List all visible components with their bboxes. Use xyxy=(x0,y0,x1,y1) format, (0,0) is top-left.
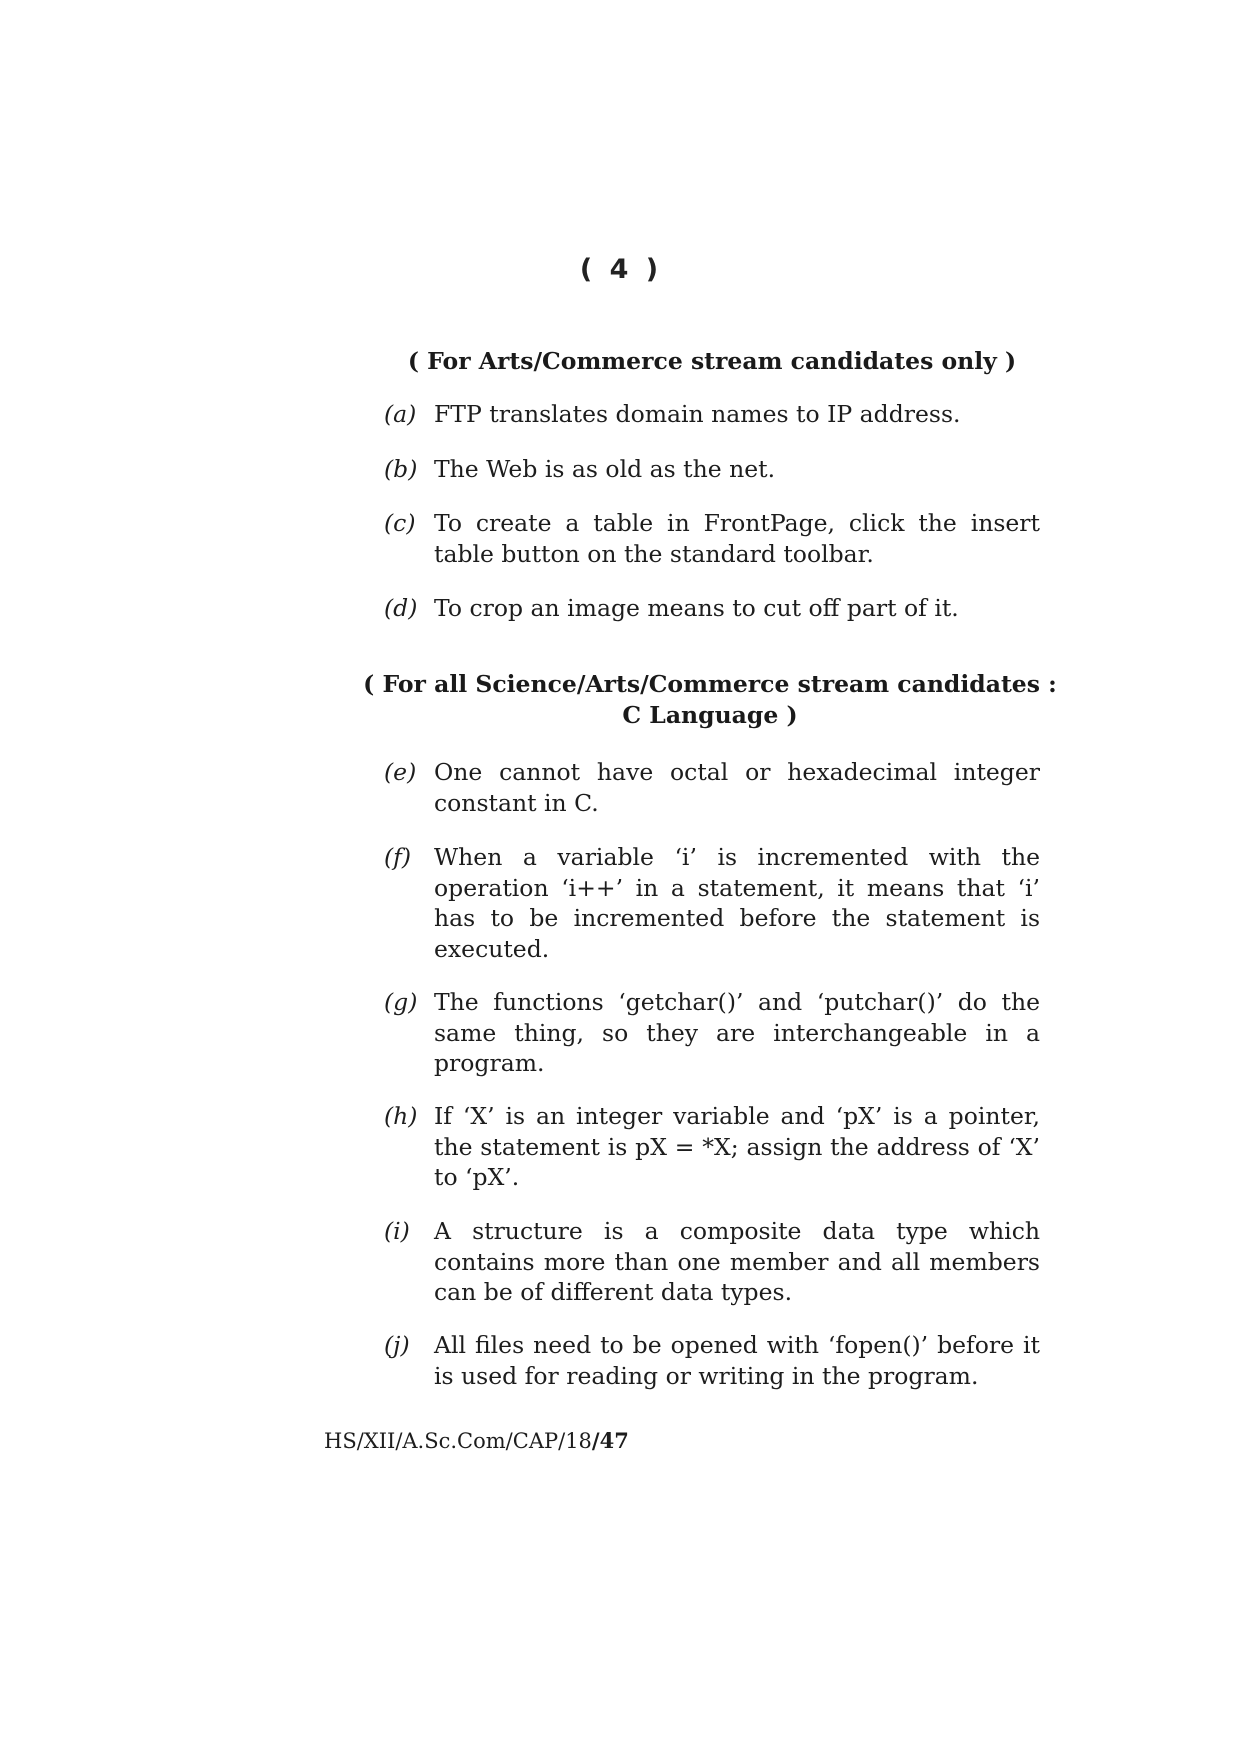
item-label: (e) xyxy=(384,758,417,786)
item-label: (h) xyxy=(384,1102,418,1130)
item-text: A structure is a composite data type which contains more than one member and all members can be of different data types. xyxy=(434,1217,1040,1306)
item-label: (c) xyxy=(384,509,416,537)
footer-code-text: HS/XII/A.Sc.Com/CAP/18 xyxy=(324,1429,592,1453)
item-label: (b) xyxy=(384,455,418,483)
question-item-i xyxy=(384,1216,1040,1308)
item-text: To create a table in FrontPage, click the insert table button on the standard toolbar. xyxy=(434,509,1040,568)
item-label: (i) xyxy=(384,1217,410,1245)
question-item-a xyxy=(384,399,1040,430)
item-label: (a) xyxy=(384,400,417,428)
page-number: ( 4 ) xyxy=(579,254,663,285)
question-item-g xyxy=(384,987,1040,1079)
item-text: When a variable ‘i’ is incremented with the operation ‘i++’ in a statement, it means that ‘i’ has to be incremented before the statement is executed. xyxy=(434,843,1040,963)
question-item-b xyxy=(384,454,1040,485)
question-item-c xyxy=(384,508,1040,569)
question-item-j xyxy=(384,1330,1040,1391)
item-text: To crop an image means to cut off part of it. xyxy=(434,594,959,622)
item-text: FTP translates domain names to IP address. xyxy=(434,400,961,428)
item-text: If ‘X’ is an integer variable and ‘pX’ is a pointer, the statement is pX = *X; assign the address of ‘X’ to ‘pX’. xyxy=(434,1102,1040,1191)
section-heading-c-language xyxy=(340,669,1080,731)
footer-page-ref: /47 xyxy=(591,1428,629,1453)
question-item-e xyxy=(384,757,1040,818)
item-text: One cannot have octal or hexadecimal integer constant in C. xyxy=(434,758,1040,817)
item-label: (f) xyxy=(384,843,412,871)
question-item-h xyxy=(384,1101,1040,1193)
section-heading-line-2: C Language ) xyxy=(622,701,798,729)
footer-code xyxy=(324,1428,629,1453)
item-label: (g) xyxy=(384,988,418,1016)
item-label: (j) xyxy=(384,1331,410,1359)
question-item-f xyxy=(384,842,1040,964)
section-heading-arts-commerce: ( For Arts/Commerce stream candidates only ) xyxy=(407,347,1017,375)
item-label: (d) xyxy=(384,594,418,622)
item-text: All files need to be opened with ‘fopen()’ before it is used for reading or writing in the program. xyxy=(434,1331,1040,1390)
item-text: The functions ‘getchar()’ and ‘putchar()’ do the same thing, so they are interchangeable in a program. xyxy=(434,988,1040,1077)
section-heading-line-1: ( For all Science/Arts/Commerce stream candidates : xyxy=(363,670,1057,698)
item-text: The Web is as old as the net. xyxy=(434,455,776,483)
question-item-d xyxy=(384,593,1040,624)
